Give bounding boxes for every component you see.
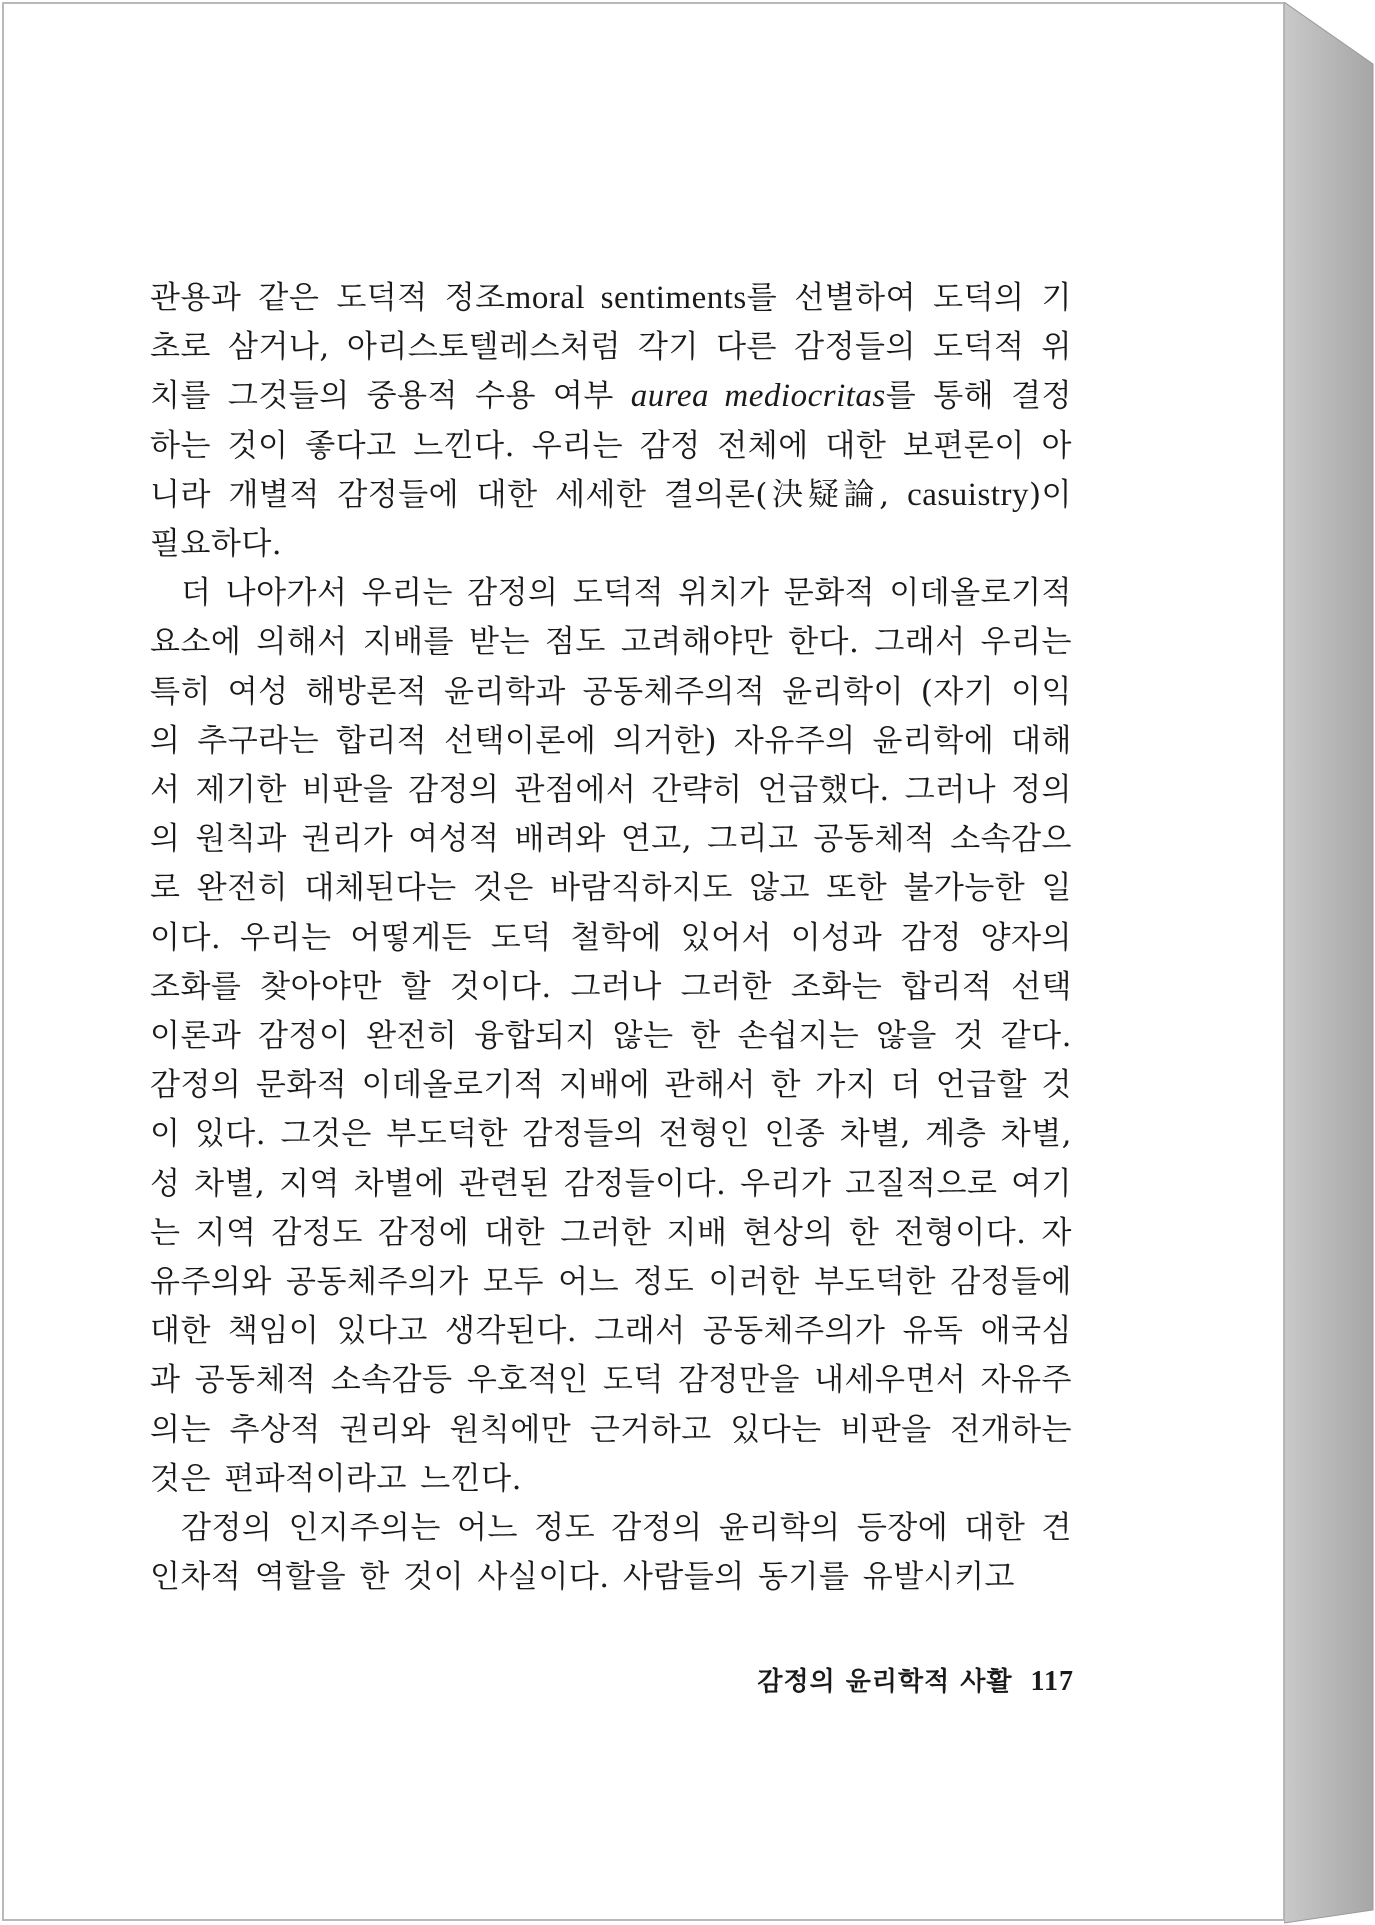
page-footer bbox=[704, 1661, 1074, 1698]
text-run: 더 나아가서 우리는 감정의 도덕적 위치가 문화적 이데올로기적 요소에 의해서 지배를 받는 점도 고려해야만 한다. 그래서 우리는 특히 여성 해방론적 윤리학과 공동체주의적 윤리학이 (자기 이익의 추구라는 합리적 선택이론에 의거한) 자유주의 윤리학에 대해서 제기한 비판을 감정의 관점에서 간략히 언급했다. 그러나 정의의 원칙과 권리가 여성적 배려와 연고, 그리고 공동체적 소속감으로 완전히 대체된다는 것은 바람직하지도 않고 또한 불가능한 일이다. 우리는 어떻게든 도덕 철학에 있어서 이성과 감정 양자의 조화를 찾아야만 할 것이다. 그러나 그러한 조화는 합리적 선택 이론과 감정이 완전히 융합되지 않는 한 손쉽지는 않을 것 같다. 감정의 문화적 이데올로기적 지배에 관해서 한 가지 더 언급할 것이 있다. 그것은 부도덕한 감정들의 전형인 인종 차별, 계층 차별, 성 차별, 지역 차별에 관련된 감정들이다. 우리가 고질적으로 여기는 지역 감정도 감정에 대한 그러한 지배 현상의 한 전형이다. 자유주의와 공동체주의가 모두 어느 정도 이러한 부도덕한 감정들에 대한 책임이 있다고 생각된다. 그래서 공동체주의가 유독 애국심과 공동체적 소속감등 우호적인 도덕 감정만을 내세우면서 자유주의는 추상적 권리와 원칙에만 근거하고 있다는 비판을 전개하는 것은 편파적이라고 느낀다. bbox=[150, 575, 1072, 1497]
latin-term: aurea mediocritas bbox=[630, 378, 886, 415]
paragraph bbox=[150, 274, 1072, 569]
paragraph bbox=[150, 569, 1072, 1504]
body-text bbox=[150, 274, 1072, 1602]
book-edge bbox=[1284, 2, 1375, 1925]
text-run: 관용과 같은 도덕적 정조 bbox=[150, 280, 506, 316]
latin-term: casuistry bbox=[907, 476, 1029, 513]
text-run: 를 선별하여 도덕의 기초로 삼거나, 아리스토텔레스처럼 각기 다른 감정들의 도덕적 위치를 그것들의 중용적 수용 여부 bbox=[150, 280, 1072, 415]
text-run: 감정의 인지주의는 어느 정도 감정의 윤리학의 등장에 대한 견인차적 역할을 한 것이 사실이다. 사람들의 동기를 유발시키고 bbox=[150, 1510, 1072, 1596]
book-page bbox=[2, 2, 1285, 1921]
paragraph bbox=[150, 1504, 1072, 1602]
running-title: 감정의 윤리학적 사활 bbox=[757, 1667, 1013, 1697]
page-number: 117 bbox=[1030, 1666, 1074, 1697]
text-run: 를 통해 결정하는 것이 좋다고 느낀다. 우리는 감정 전체에 대한 보편론이 아니라 개별적 감정들에 대한 세세한 결의론(決疑論, bbox=[150, 378, 1072, 513]
text-run: )이 필요하다. bbox=[150, 476, 1072, 563]
book-edge-shape bbox=[1284, 2, 1375, 1925]
latin-term: moral sentiments bbox=[505, 280, 747, 316]
